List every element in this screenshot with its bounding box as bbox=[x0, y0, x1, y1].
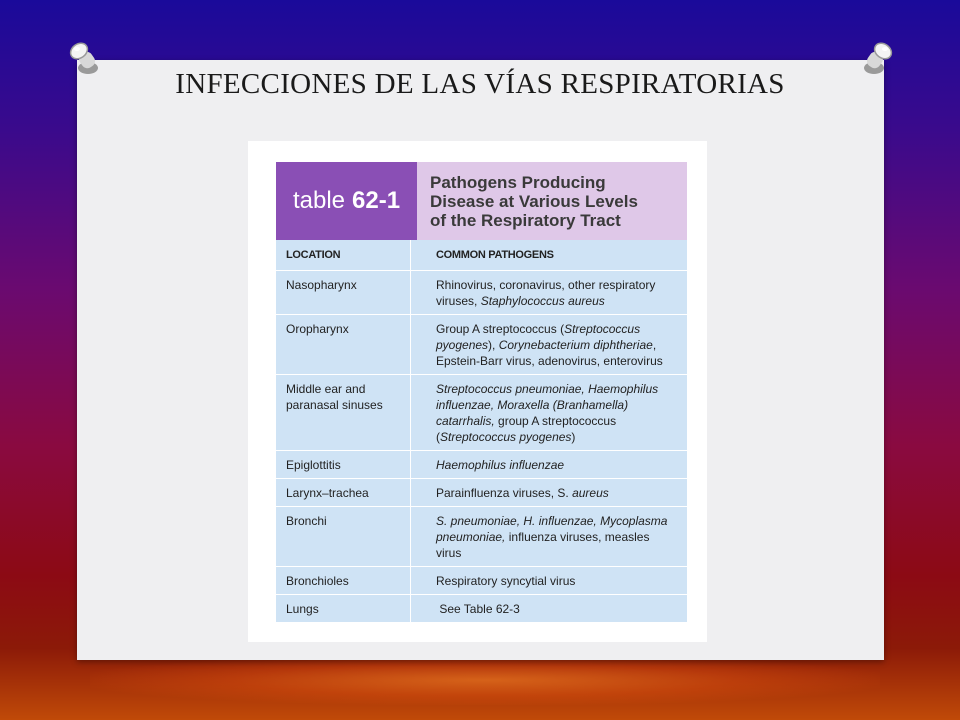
location-cell bbox=[276, 375, 411, 450]
pathogen-text: ), bbox=[488, 338, 499, 352]
pathogen-text: , bbox=[652, 338, 657, 352]
caption-line: Disease at Various Levels bbox=[430, 192, 638, 211]
pathogens-line bbox=[436, 413, 681, 429]
pathogens-line bbox=[436, 277, 681, 293]
pathogen-text: pyogenes bbox=[436, 338, 489, 352]
pathogen-text: Streptococcus pneumoniae, Haemophilus bbox=[436, 382, 659, 396]
location-line: Bronchioles bbox=[286, 574, 349, 588]
table-header bbox=[276, 162, 687, 240]
table-number-prefix: table bbox=[292, 187, 345, 214]
pathogen-text: S. pneumoniae, H. influenzae, Mycoplasma bbox=[436, 514, 668, 528]
pathogens-line bbox=[436, 337, 681, 353]
location-cell bbox=[276, 567, 411, 594]
location-line: Epiglottitis bbox=[286, 458, 341, 472]
table-row bbox=[276, 506, 687, 566]
slide-title: INFECCIONES DE LAS VÍAS RESPIRATORIAS bbox=[175, 68, 785, 100]
pathogen-text: aureus bbox=[572, 486, 609, 500]
pathogens-line bbox=[436, 457, 681, 473]
column-header-pathogens: COMMON PATHOGENS bbox=[436, 249, 554, 261]
table-body bbox=[276, 240, 687, 622]
pathogen-text: virus bbox=[436, 546, 462, 560]
pathogen-text: ( bbox=[436, 430, 440, 444]
pathogens-line bbox=[436, 529, 681, 545]
location-line: Bronchi bbox=[286, 514, 327, 528]
pathogen-text: Haemophilus influenzae bbox=[436, 458, 565, 472]
location-cell bbox=[276, 271, 411, 314]
pathogens-line bbox=[436, 381, 681, 397]
pathogens-line bbox=[436, 353, 681, 369]
table-row bbox=[276, 450, 687, 478]
table-number: 62-1 bbox=[352, 187, 401, 214]
pathogens-line bbox=[436, 601, 681, 617]
pathogen-text: Respiratory syncytial virus bbox=[436, 574, 576, 588]
table-row bbox=[276, 374, 687, 450]
location-line: Oropharynx bbox=[286, 322, 349, 336]
pathogens-line bbox=[436, 321, 681, 337]
location-line: Nasopharynx bbox=[286, 278, 357, 292]
location-line: Middle ear and bbox=[286, 382, 366, 396]
pathogens-cell bbox=[411, 507, 687, 566]
pathogen-text: pneumoniae, bbox=[436, 530, 506, 544]
pathogens-cell bbox=[411, 271, 687, 314]
pathogens-cell bbox=[411, 479, 687, 506]
pathogen-text: Group A streptococcus ( bbox=[436, 322, 565, 336]
pathogens-line bbox=[436, 429, 681, 445]
pathogens-cell bbox=[411, 567, 687, 594]
pathogen-text: Staphylococcus aureus bbox=[480, 294, 605, 308]
location-cell bbox=[276, 595, 411, 622]
pathogens-line bbox=[436, 293, 681, 309]
table-row bbox=[276, 594, 687, 622]
pathogen-text: catarrhalis, bbox=[436, 414, 495, 428]
location-line: paranasal sinuses bbox=[286, 398, 383, 412]
table-figure bbox=[248, 141, 707, 642]
pathogen-text: influenza viruses, measles bbox=[505, 530, 650, 544]
pathogens-line bbox=[436, 397, 681, 413]
table-row bbox=[276, 270, 687, 314]
pathogen-text: viruses, bbox=[436, 294, 481, 308]
pathogen-text: See Table 62-3 bbox=[436, 602, 520, 616]
table-column-headers bbox=[276, 240, 687, 270]
pathogen-text: group A streptococcus bbox=[494, 414, 617, 428]
pathogen-text: Corynebacterium diphtheriae bbox=[498, 338, 653, 352]
caption-line: Pathogens Producing bbox=[430, 173, 606, 192]
pathogens-line bbox=[436, 545, 681, 561]
table-row bbox=[276, 566, 687, 594]
location-cell bbox=[276, 479, 411, 506]
pathogens-cell bbox=[411, 315, 687, 374]
location-cell bbox=[276, 315, 411, 374]
pathogen-text: influenzae, Moraxella (Branhamella) bbox=[436, 398, 629, 412]
pathogens-cell bbox=[411, 595, 687, 622]
column-header-location: LOCATION bbox=[276, 240, 411, 270]
pathogens-cell bbox=[411, 451, 687, 478]
location-line: Larynx–trachea bbox=[286, 486, 369, 500]
location-cell bbox=[276, 507, 411, 566]
location-line: Lungs bbox=[286, 602, 319, 616]
pathogens-cell bbox=[411, 375, 687, 450]
table-row bbox=[276, 478, 687, 506]
table-row bbox=[276, 314, 687, 374]
pathogens-line bbox=[436, 573, 681, 589]
caption-line: of the Respiratory Tract bbox=[430, 211, 621, 230]
pathogen-text: Parainfluenza viruses, S. bbox=[436, 486, 573, 500]
bottom-glow bbox=[90, 655, 880, 705]
pathogen-text: ) bbox=[571, 430, 576, 444]
pathogen-text: Rhinovirus, coronavirus, other respiratory bbox=[436, 278, 656, 292]
pathogen-text: Streptococcus bbox=[564, 322, 641, 336]
table-number-box bbox=[276, 162, 417, 240]
pathogens-line bbox=[436, 485, 681, 501]
pathogen-text: Epstein-Barr virus, adenovirus, enterovirus bbox=[436, 354, 663, 368]
location-cell bbox=[276, 451, 411, 478]
table-caption bbox=[417, 162, 687, 240]
pathogens-line bbox=[436, 513, 681, 529]
pathogen-text: Streptococcus pyogenes bbox=[440, 430, 572, 444]
